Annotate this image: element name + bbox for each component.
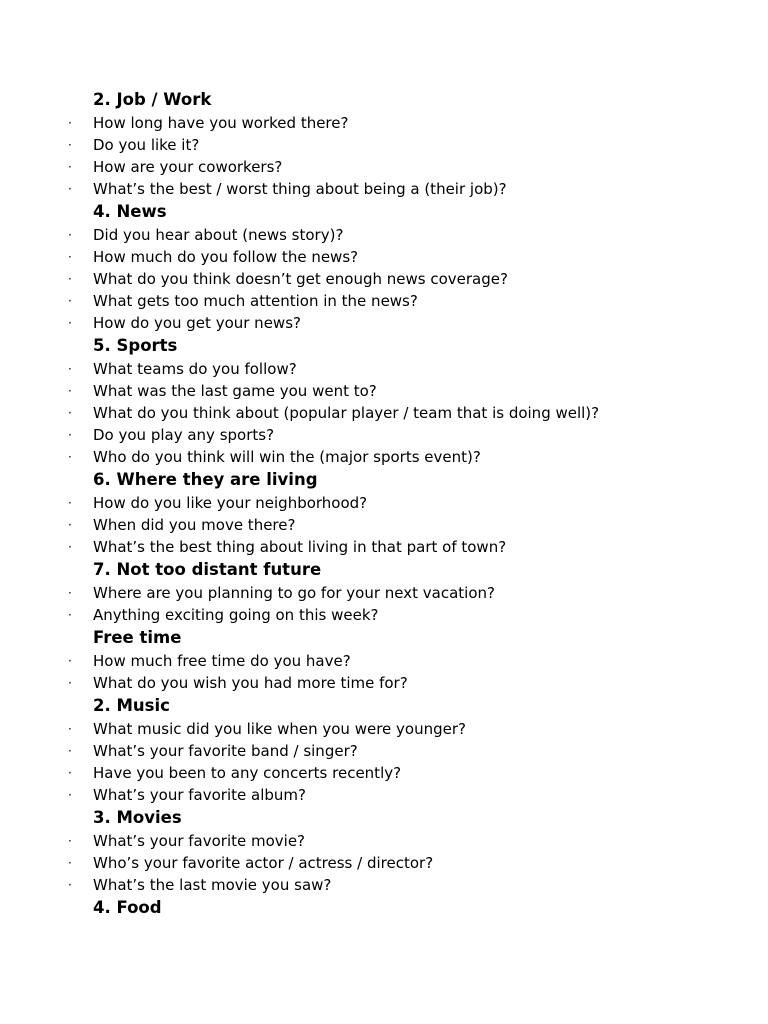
section-heading: 2. Job / Work (93, 90, 212, 109)
section (0, 468, 768, 558)
section (0, 626, 768, 694)
bullet-icon: · (68, 676, 72, 690)
list-item (0, 224, 768, 246)
question-text: Anything exciting going on this week? (93, 606, 379, 624)
bullet-icon: · (68, 450, 72, 464)
question-text: What teams do you follow? (93, 360, 297, 378)
list-item (0, 112, 768, 134)
section-heading: 2. Music (93, 696, 170, 715)
question-text: What gets too much attention in the news? (93, 292, 418, 310)
bullet-icon: · (68, 722, 72, 736)
question-text: What’s the best / worst thing about being a (their job)? (93, 180, 507, 198)
list-item (0, 358, 768, 380)
question-text: What do you wish you had more time for? (93, 674, 408, 692)
question-text: What’s your favorite album? (93, 786, 306, 804)
list-item (0, 156, 768, 178)
section-heading: 4. Food (93, 898, 162, 917)
question-text: Who’s your favorite actor / actress / director? (93, 854, 434, 872)
bullet-icon: · (68, 116, 72, 130)
list-item (0, 762, 768, 784)
question-text: Did you hear about (news story)? (93, 226, 344, 244)
bullet-icon: · (68, 834, 72, 848)
bullet-icon: · (68, 250, 72, 264)
question-text: What’s the last movie you saw? (93, 876, 332, 894)
list-item (0, 536, 768, 558)
question-text: What do you think about (popular player / team that is doing well)? (93, 404, 600, 422)
list-item (0, 290, 768, 312)
question-text: What music did you like when you were younger? (93, 720, 466, 738)
question-text: How much free time do you have? (93, 652, 351, 670)
question-text: How much do you follow the news? (93, 248, 359, 266)
question-text: Where are you planning to go for your next vacation? (93, 584, 495, 602)
section (0, 806, 768, 896)
bullet-icon: · (68, 384, 72, 398)
bullet-icon: · (68, 362, 72, 376)
bullet-icon: · (68, 878, 72, 892)
question-text: What’s your favorite movie? (93, 832, 306, 850)
bullet-icon: · (68, 406, 72, 420)
question-text: How long have you worked there? (93, 114, 349, 132)
section-heading: Free time (93, 628, 182, 647)
document-page (0, 88, 768, 920)
list-item (0, 784, 768, 806)
bullet-icon: · (68, 856, 72, 870)
list-item (0, 178, 768, 200)
list-item (0, 492, 768, 514)
question-text: How do you get your news? (93, 314, 301, 332)
list-item (0, 718, 768, 740)
bullet-icon: · (68, 228, 72, 242)
bullet-icon: · (68, 272, 72, 286)
bullet-icon: · (68, 608, 72, 622)
list-item (0, 312, 768, 334)
question-text: Have you been to any concerts recently? (93, 764, 402, 782)
bullet-icon: · (68, 586, 72, 600)
bullet-icon: · (68, 428, 72, 442)
bullet-icon: · (68, 160, 72, 174)
section (0, 88, 768, 200)
list-item (0, 380, 768, 402)
question-text: When did you move there? (93, 516, 296, 534)
list-item (0, 604, 768, 626)
list-item (0, 402, 768, 424)
bullet-icon: · (68, 138, 72, 152)
list-item (0, 672, 768, 694)
bullet-icon: · (68, 744, 72, 758)
list-item (0, 852, 768, 874)
list-item (0, 740, 768, 762)
bullet-icon: · (68, 788, 72, 802)
section-heading: 6. Where they are living (93, 470, 318, 489)
bullet-icon: · (68, 182, 72, 196)
bullet-icon: · (68, 540, 72, 554)
list-item (0, 874, 768, 896)
list-item (0, 582, 768, 604)
section-heading: 3. Movies (93, 808, 182, 827)
section (0, 334, 768, 468)
list-item (0, 514, 768, 536)
list-item (0, 424, 768, 446)
list-item (0, 268, 768, 290)
list-item (0, 830, 768, 852)
bullet-icon: · (68, 766, 72, 780)
bullet-icon: · (68, 518, 72, 532)
section-heading: 7. Not too distant future (93, 560, 322, 579)
section (0, 200, 768, 334)
question-text: How do you like your neighborhood? (93, 494, 368, 512)
question-text: Do you like it? (93, 136, 200, 154)
question-text: What was the last game you went to? (93, 382, 377, 400)
section (0, 694, 768, 806)
question-text: Do you play any sports? (93, 426, 275, 444)
question-text: What’s your favorite band / singer? (93, 742, 358, 760)
question-text: What’s the best thing about living in that part of town? (93, 538, 507, 556)
bullet-icon: · (68, 316, 72, 330)
section (0, 896, 768, 920)
question-text: How are your coworkers? (93, 158, 283, 176)
question-text: What do you think doesn’t get enough news coverage? (93, 270, 508, 288)
list-item (0, 446, 768, 468)
bullet-icon: · (68, 294, 72, 308)
section-heading: 4. News (93, 202, 167, 221)
bullet-icon: · (68, 496, 72, 510)
question-text: Who do you think will win the (major sports event)? (93, 448, 481, 466)
bullet-icon: · (68, 654, 72, 668)
list-item (0, 650, 768, 672)
list-item (0, 134, 768, 156)
section-heading: 5. Sports (93, 336, 178, 355)
list-item (0, 246, 768, 268)
section (0, 558, 768, 626)
